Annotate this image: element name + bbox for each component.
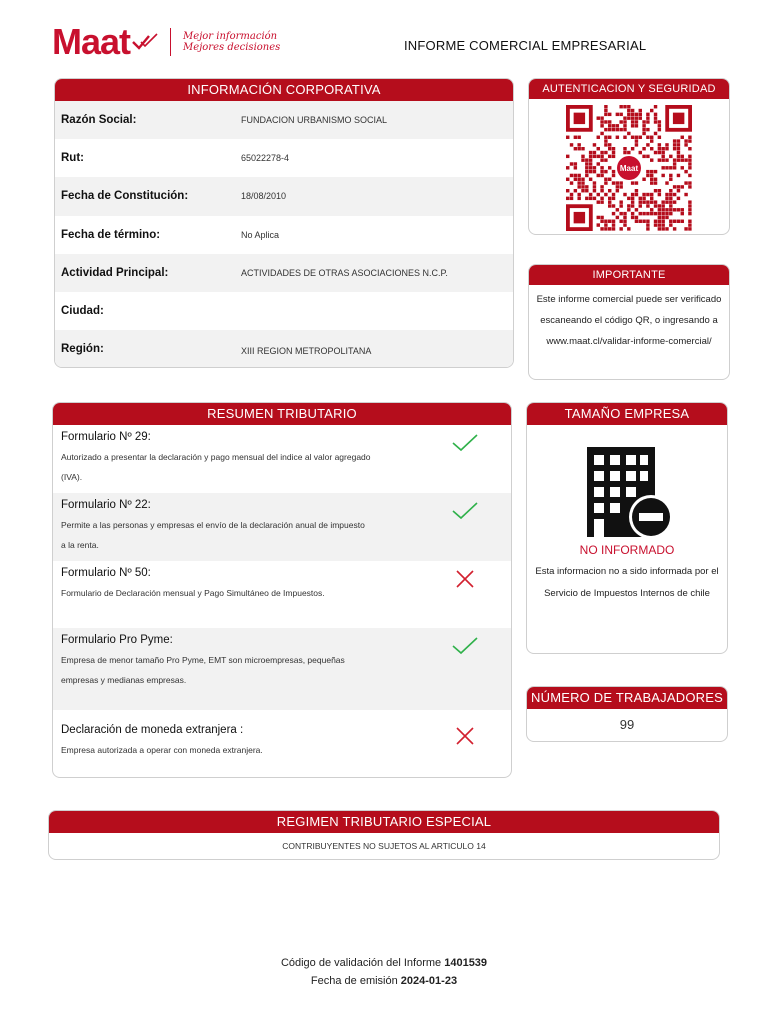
qr-center-logo-text: Maat xyxy=(619,164,639,173)
corporate-row-value: 18/08/2010 xyxy=(241,191,287,202)
tax-summary-item-desc: Permite a las personas y empresas el envío de la declaración anual de impuesto a la renta. xyxy=(61,520,365,550)
corporate-row-value: FUNDACION URBANISMO SOCIAL xyxy=(241,115,388,126)
corporate-row xyxy=(55,330,513,368)
emission-label: Fecha de emisión xyxy=(310,975,398,987)
validation-code: 1401539 xyxy=(444,957,488,969)
corporate-row-label: Razón Social: xyxy=(61,114,137,127)
tax-summary-item-desc: Empresa autorizada a operar con moneda extranjera. xyxy=(61,745,263,755)
corporate-row-value: 65022278-4 xyxy=(241,153,290,164)
company-size-card xyxy=(526,402,728,654)
corporate-row xyxy=(55,101,513,139)
cross-icon xyxy=(451,722,479,750)
tax-summary-title: RESUMEN TRIBUTARIO xyxy=(53,403,511,425)
validation-label: Código de validación del Informe xyxy=(280,957,442,969)
tax-summary-item-desc: Empresa de menor tamaño Pro Pyme, EMT son microempresas, pequeñas empresas y medianas empresas. xyxy=(61,655,345,685)
workers-title: NÚMERO DE TRABAJADORES xyxy=(527,687,727,709)
tax-summary-row xyxy=(53,710,511,776)
corporate-row xyxy=(55,139,513,177)
tax-summary-item-title: Declaración de moneda extranjera : xyxy=(61,724,244,736)
logo-check-icon xyxy=(132,33,158,51)
qr-code[interactable] xyxy=(566,105,692,231)
corporate-row-value: XIII REGION METROPOLITANA xyxy=(241,346,372,357)
logo-tagline xyxy=(183,31,280,53)
corporate-row-label: Rut: xyxy=(61,152,84,165)
workers-value: 99 xyxy=(619,717,635,732)
auth-security-card xyxy=(528,78,730,235)
corporate-row-label: Región: xyxy=(61,343,104,356)
tax-summary-item-desc: Autorizado a presentar la declaración y pago mensual del indice al valor agregado (IVA). xyxy=(61,452,371,482)
emission-date: 2024-01-23 xyxy=(400,975,458,987)
corporate-row-value: No Aplica xyxy=(241,229,280,240)
check-icon xyxy=(451,632,479,660)
corporate-row xyxy=(55,292,513,330)
building-blocked-icon xyxy=(581,445,673,539)
important-card xyxy=(528,264,730,380)
corporate-row-value: ACTIVIDADES DE OTRAS ASOCIACIONES N.C.P. xyxy=(241,267,448,278)
corporate-row xyxy=(55,216,513,254)
tax-summary-item-desc: Formulario de Declaración mensual y Pago Simultáneo de Impuestos. xyxy=(61,588,325,598)
auth-security-title: AUTENTICACION Y SEGURIDAD xyxy=(529,79,729,99)
tax-summary-item-title: Formulario Nº 22: xyxy=(61,499,151,511)
tax-summary-item-title: Formulario Pro Pyme: xyxy=(61,634,173,646)
corporate-row-label: Actividad Principal: xyxy=(61,266,169,279)
tax-summary-card xyxy=(52,402,512,778)
special-regime-value: CONTRIBUYENTES NO SUJETOS AL ARTICULO 14 xyxy=(282,841,486,851)
tagline-line-2: Mejores decisiones xyxy=(183,42,281,53)
corporate-row-label: Ciudad: xyxy=(61,305,104,318)
special-regime-card xyxy=(48,810,720,860)
corporate-row-label: Fecha de término: xyxy=(61,228,161,241)
cross-icon xyxy=(451,565,479,593)
corporate-info-title: INFORMACIÓN CORPORATIVA xyxy=(55,79,513,101)
tagline-line-1: Mejor información xyxy=(183,31,278,42)
special-regime-title: REGIMEN TRIBUTARIO ESPECIAL xyxy=(49,811,719,833)
logo-text: Maat xyxy=(52,21,131,62)
validation-line xyxy=(0,957,768,969)
tax-summary-row xyxy=(53,493,511,561)
brand-logo xyxy=(52,21,281,62)
corporate-row xyxy=(55,177,513,215)
company-size-state: NO INFORMADO xyxy=(579,543,675,557)
tax-summary-row xyxy=(53,561,511,628)
workers-card xyxy=(526,686,728,742)
corporate-info-rows xyxy=(55,101,513,368)
emission-line xyxy=(0,975,768,987)
report-title: INFORME COMERCIAL EMPRESARIAL xyxy=(404,38,647,53)
check-icon xyxy=(451,429,479,457)
corporate-info-card xyxy=(54,78,514,368)
tax-summary-item-title: Formulario Nº 50: xyxy=(61,567,151,579)
important-text: Este informe comercial puede ser verificado escaneando el código QR, o ingresando a www.maat.cl/validar-informe-comercial/ xyxy=(536,294,722,347)
tax-summary-rows xyxy=(53,425,511,776)
company-size-desc: Esta informacion no a sido informada por el Servicio de Impuestos Internos de chile xyxy=(535,566,719,599)
tax-summary-row xyxy=(53,628,511,710)
logo-divider xyxy=(170,28,171,56)
tax-summary-item-title: Formulario Nº 29: xyxy=(61,431,151,443)
corporate-row xyxy=(55,254,513,292)
company-size-title: TAMAÑO EMPRESA xyxy=(527,403,727,425)
corporate-row-label: Fecha de Constitución: xyxy=(61,190,189,203)
tax-summary-row xyxy=(53,425,511,493)
check-icon xyxy=(451,497,479,525)
important-title: IMPORTANTE xyxy=(529,265,729,285)
